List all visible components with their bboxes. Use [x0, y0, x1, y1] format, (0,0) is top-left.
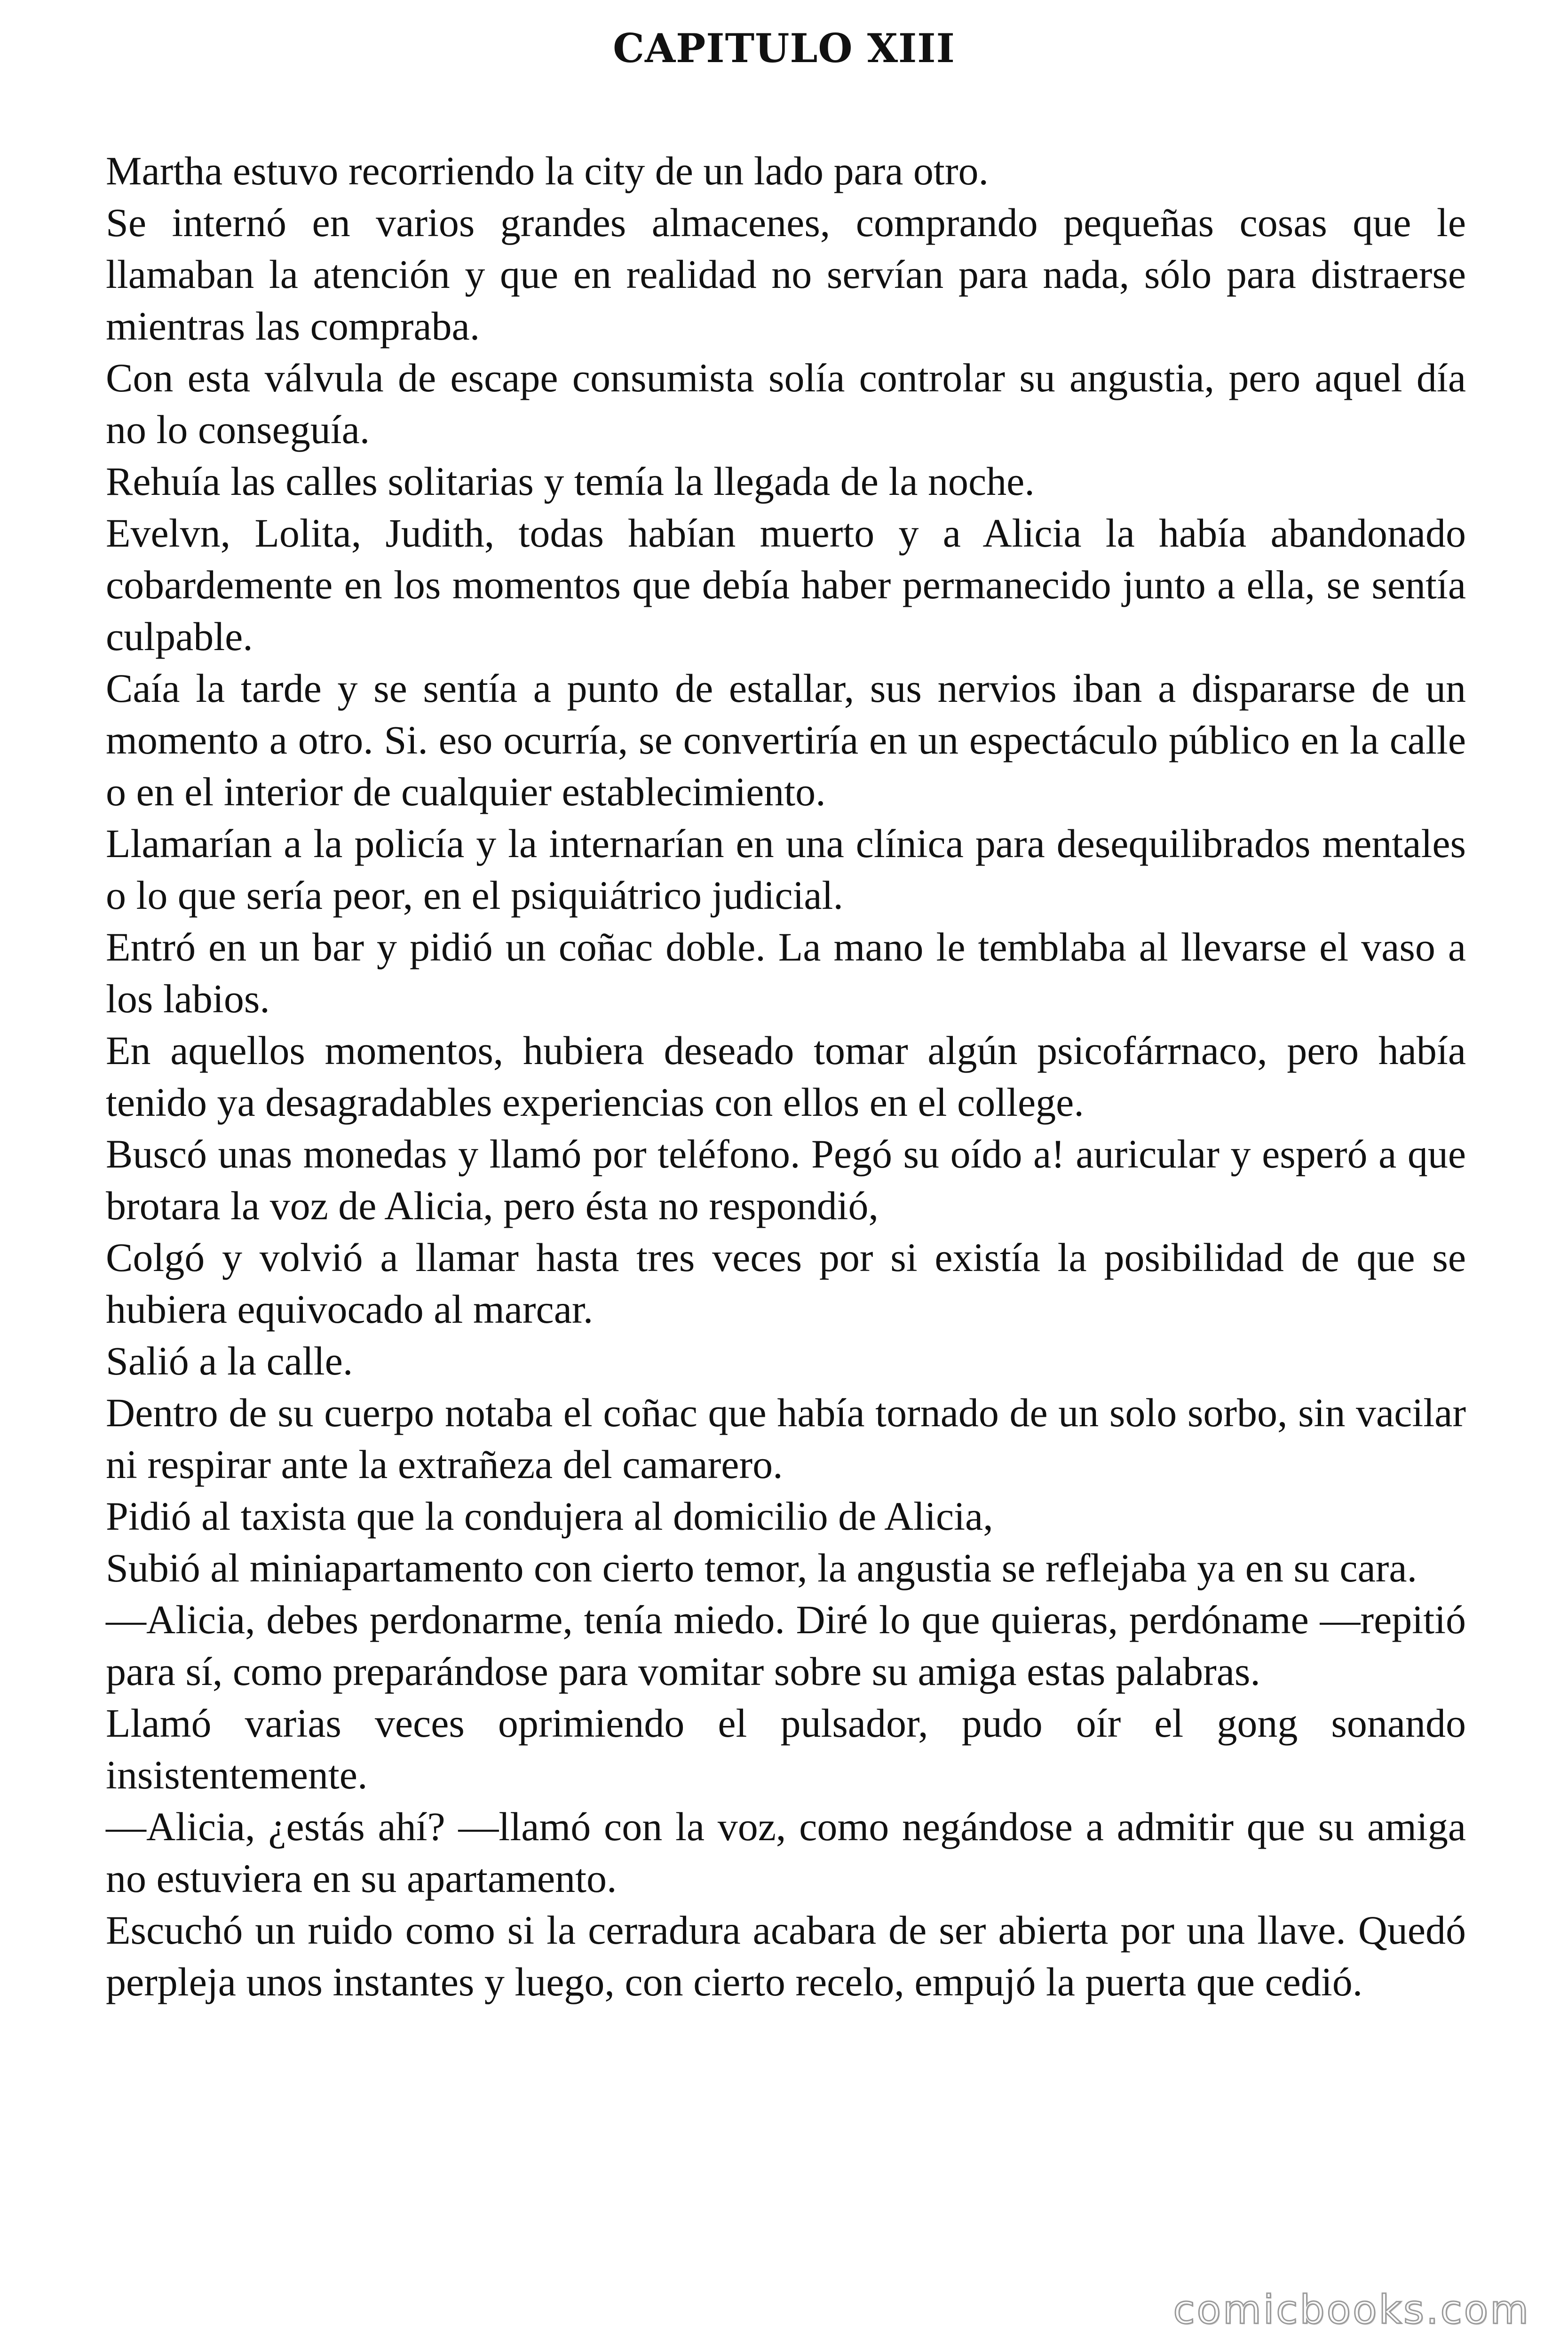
paragraph: Llamarían a la policía y la internarían en una clínica para desequilibrados mentales o lo que sería peor, en el psiquiátrico judicial. [106, 821, 1466, 918]
paragraph: Con esta válvula de escape consumista solía controlar su angustia, pero aquel día no lo conseguía. [106, 355, 1466, 452]
paragraph: Se internó en varios grandes almacenes, comprando pequeñas cosas que le llamaban la atención y que en realidad no servían para nada, sólo para distraerse mientras las compraba. [106, 200, 1466, 349]
paragraph: —Alicia, ¿estás ahí? —llamó con la voz, como negándose a admitir que su amiga no estuviera en su apartamento. [106, 1804, 1466, 1901]
paragraph: Escuchó un ruido como si la cerradura acabara de ser abierta por una llave. Quedó perpleja unos instantes y luego, con cierto recelo, empujó la puerta que cedió. [106, 1907, 1466, 2004]
paragraph: Entró en un bar y pidió un coñac doble. La mano le temblaba al llevarse el vaso a los labios. [106, 924, 1466, 1021]
paragraph: Buscó unas monedas y llamó por teléfono. Pegó su oído a! auricular y esperó a que brotara la voz de Alicia, pero ésta no respondió, [106, 1131, 1466, 1228]
paragraph: Colgó y volvió a llamar hasta tres veces por si existía la posibilidad de que se hubiera equivocado al marcar. [106, 1235, 1466, 1332]
paragraph: Evelvn, Lolita, Judith, todas habían muerto y a Alicia la había abandonado cobardemente en los momentos que debía haber permanecido junto a ella, se sentía culpable. [106, 510, 1466, 659]
chapter-title: CAPITULO XIII [613, 25, 955, 72]
paragraph: Dentro de su cuerpo notaba el coñac que había tornado de un solo sorbo, sin vacilar ni respirar ante la extrañeza del camarero. [106, 1390, 1466, 1487]
paragraph: Subió al miniapartamento con cierto temor, la angustia se reflejaba ya en su cara. [106, 1545, 1418, 1590]
paragraph: Caía la tarde y se sentía a punto de estallar, sus nervios iban a dispararse de un momento a otro. Si. eso ocurría, se convertiría en un espectáculo público en la calle o en el interior de cualquier establecimiento. [106, 666, 1466, 814]
paragraph: Llamó varias veces oprimiendo el pulsador, pudo oír el gong sonando insistentemente. [106, 1700, 1466, 1797]
paragraph: Salió a la calle. [106, 1338, 353, 1383]
chapter-body [106, 145, 1466, 2008]
paragraph: Rehuía las calles solitarias y temía la llegada de la noche. [106, 459, 1035, 504]
watermark: comicbooks.com [1173, 2287, 1530, 2333]
paragraph: Pidió al taxista que la condujera al domicilio de Alicia, [106, 1494, 993, 1539]
paragraph: —Alicia, debes perdonarme, tenía miedo. Diré lo que quieras, perdóname —repitió para sí, como preparándose para vomitar sobre su amiga estas palabras. [106, 1597, 1466, 1694]
paragraph: En aquellos momentos, hubiera deseado tomar algún psicofárrnaco, pero había tenido ya desagradables experiencias con ellos en el college. [106, 1028, 1466, 1125]
paragraph: Martha estuvo recorriendo la city de un lado para otro. [106, 148, 989, 193]
